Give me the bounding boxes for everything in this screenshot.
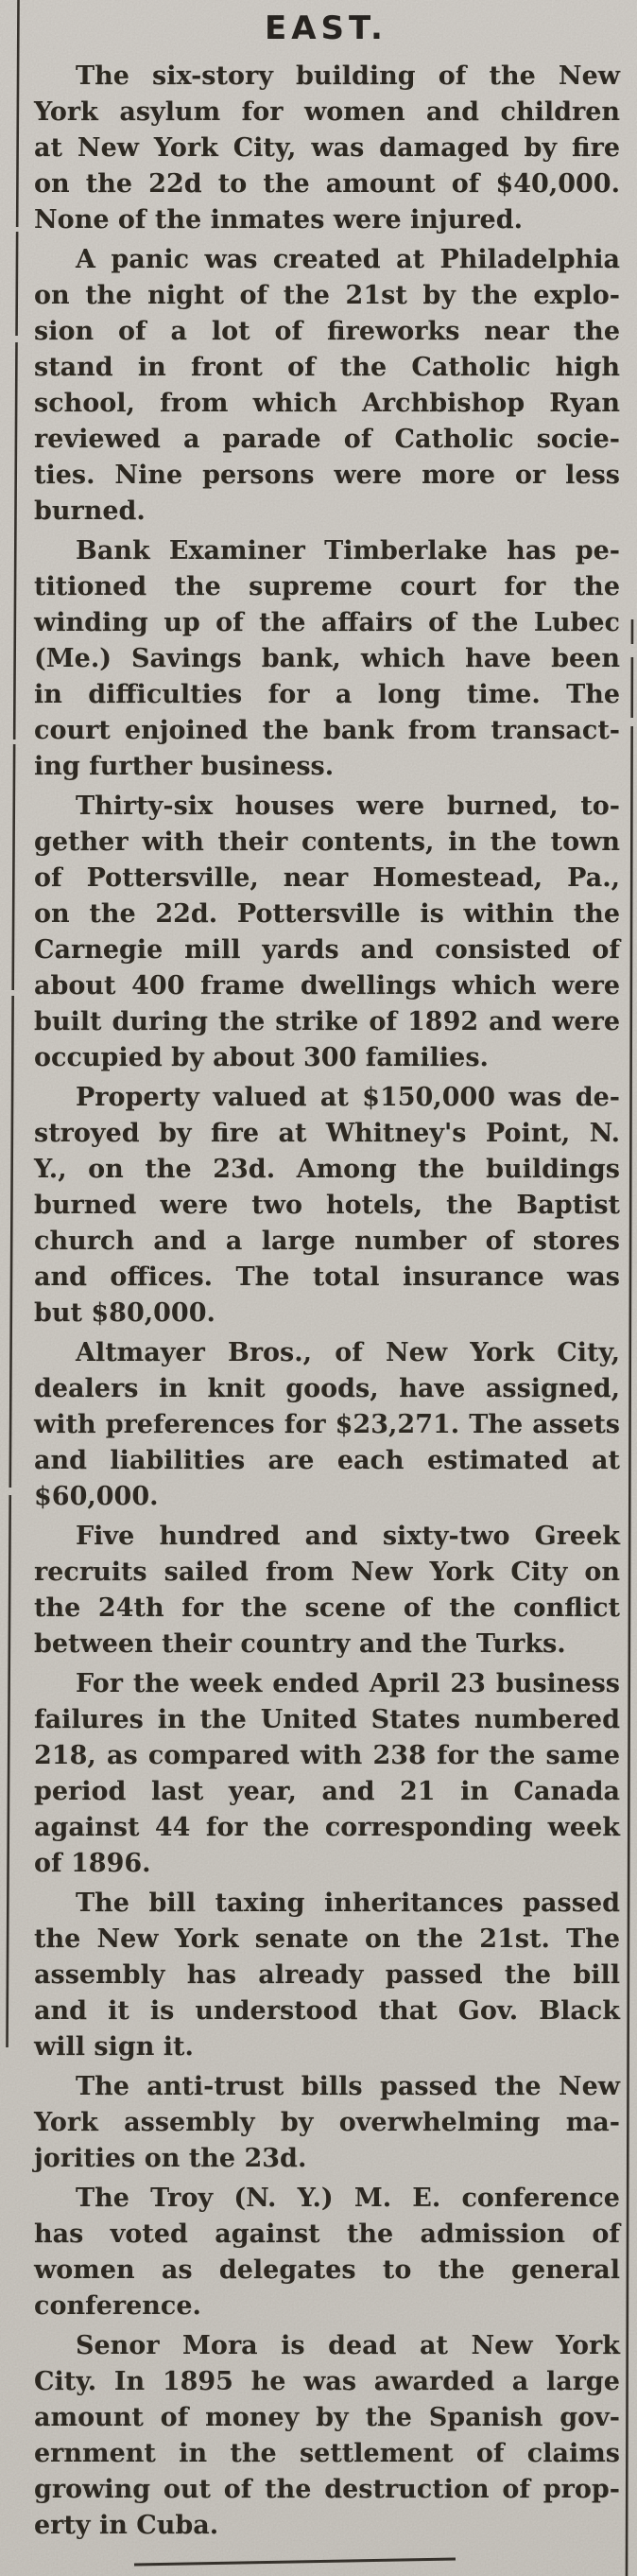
bottom-divider: [134, 2559, 456, 2565]
paragraph: [34, 59, 620, 238]
text-line: Bank Examiner Timberlake has pe-: [76, 536, 620, 566]
text-line: of 1896.: [34, 1849, 151, 1878]
text-line: has voted against the admission of: [34, 2219, 620, 2249]
paragraph: [34, 533, 620, 785]
text-line: the New York senate on the 21st. The: [34, 1924, 620, 1954]
text-line: The six-story building of the New: [76, 61, 620, 91]
text-line: erty in Cuba.: [34, 2511, 219, 2540]
text-line: built during the strike of 1892 and were: [34, 1007, 620, 1036]
text-line: women as delegates to the general: [34, 2255, 620, 2285]
paragraph: [34, 1886, 620, 2065]
text-line: period last year, and 21 in Canada: [34, 1777, 620, 1806]
text-line: conference.: [34, 2291, 201, 2321]
paragraph: [34, 789, 620, 1076]
text-line: on the 22d. Pottersville is within the: [34, 899, 620, 929]
text-line: recruits sailed from New York City on: [34, 1558, 620, 1587]
text-line: ties. Nine persons were more or less: [34, 461, 620, 490]
text-line: Carnegie mill yards and consisted of: [34, 935, 620, 965]
text-line: the 24th for the scene of the conflict: [34, 1593, 620, 1623]
text-line: will sign it.: [34, 2032, 194, 2062]
text-line: and it is understood that Gov. Black: [34, 1996, 620, 2026]
text-line: burned were two hotels, the Baptist: [34, 1191, 620, 1220]
paragraph: [34, 1666, 620, 1882]
text-line: Senor Mora is dead at New York: [76, 2331, 620, 2360]
text-line: York asylum for women and children: [34, 97, 620, 127]
text-line: City. In 1895 he was awarded a large: [34, 2367, 620, 2396]
paragraph: [34, 1519, 620, 1662]
text-line: assembly has already passed the bill: [34, 1960, 620, 1990]
text-line: $60,000.: [34, 1482, 159, 1511]
section-heading: EAST.: [265, 9, 387, 47]
text-line: about 400 frame dwellings which were: [34, 971, 620, 1001]
text-line: Thirty-six houses were burned, to-: [76, 792, 620, 821]
text-line: between their country and the Turks.: [34, 1629, 566, 1659]
text-line: Property valued at $150,000 was de-: [76, 1083, 620, 1112]
text-line: school, from which Archbishop Ryan: [34, 389, 620, 418]
text-line: burned.: [34, 496, 146, 526]
text-line: growing out of the destruction of prop-: [34, 2475, 620, 2504]
text-line: Y., on the 23d. Among the buildings: [34, 1155, 620, 1184]
text-line: dealers in knit goods, have assigned,: [34, 1374, 620, 1403]
paragraph: [34, 2328, 620, 2544]
paragraph: [34, 242, 620, 530]
text-line: church and a large number of stores: [34, 1227, 620, 1256]
article-body: [34, 59, 620, 2548]
paragraph: [34, 2181, 620, 2324]
paragraph: [34, 1335, 620, 1515]
text-line: reviewed a parade of Catholic socie-: [34, 425, 620, 454]
text-line: None of the inmates were injured.: [34, 205, 523, 235]
column-rule-right: [627, 619, 632, 2576]
text-line: titioned the supreme court for the: [34, 572, 620, 601]
text-line: of Pottersville, near Homestead, Pa.,: [34, 863, 620, 893]
text-line: stand in front of the Catholic high: [34, 353, 620, 382]
text-line: on the 22d to the amount of $40,000.: [34, 169, 620, 199]
text-line: and offices. The total insurance was: [34, 1262, 620, 1292]
text-line: (Me.) Savings bank, which have been: [34, 644, 620, 673]
text-line: occupied by about 300 families.: [34, 1043, 489, 1072]
text-line: in difficulties for a long time. The: [34, 680, 620, 709]
text-line: failures in the United States numbered: [34, 1705, 620, 1734]
text-line: jorities on the 23d.: [34, 2144, 307, 2173]
text-line: 218, as compared with 238 for the same: [34, 1741, 620, 1770]
text-line: The bill taxing inheritances passed: [76, 1888, 620, 1918]
text-line: against 44 for the corresponding week: [34, 1813, 620, 1842]
text-line: ing further business.: [34, 752, 335, 781]
text-line: but $80,000.: [34, 1298, 215, 1328]
text-line: York assembly by overwhelming ma-: [34, 2108, 620, 2137]
text-line: Five hundred and sixty-two Greek: [76, 1522, 620, 1551]
paragraph: [34, 1080, 620, 1332]
text-line: amount of money by the Spanish gov-: [34, 2403, 620, 2432]
text-line: The Troy (N. Y.) M. E. conference: [76, 2184, 620, 2213]
text-line: Altmayer Bros., of New York City,: [76, 1338, 620, 1367]
text-line: A panic was created at Philadelphia: [76, 245, 620, 274]
text-line: on the night of the 21st by the explo-: [34, 281, 620, 310]
text-line: with preferences for $23,271. The assets: [34, 1410, 620, 1439]
text-line: ernment in the settlement of claims: [34, 2439, 620, 2468]
paragraph: [34, 2069, 620, 2177]
text-line: court enjoined the bank from transact-: [34, 716, 620, 745]
text-line: gether with their contents, in the town: [34, 827, 620, 857]
text-line: sion of a lot of fireworks near the: [34, 317, 620, 346]
text-line: The anti-trust bills passed the New: [76, 2072, 620, 2101]
text-line: For the week ended April 23 business: [76, 1669, 620, 1698]
text-line: stroyed by fire at Whitney's Point, N.: [34, 1119, 620, 1148]
text-line: winding up of the affairs of the Lubec: [34, 608, 620, 637]
text-line: at New York City, was damaged by fire: [34, 133, 620, 163]
column-rule-left: [8, 0, 19, 2047]
text-line: and liabilities are each estimated at: [34, 1446, 620, 1475]
